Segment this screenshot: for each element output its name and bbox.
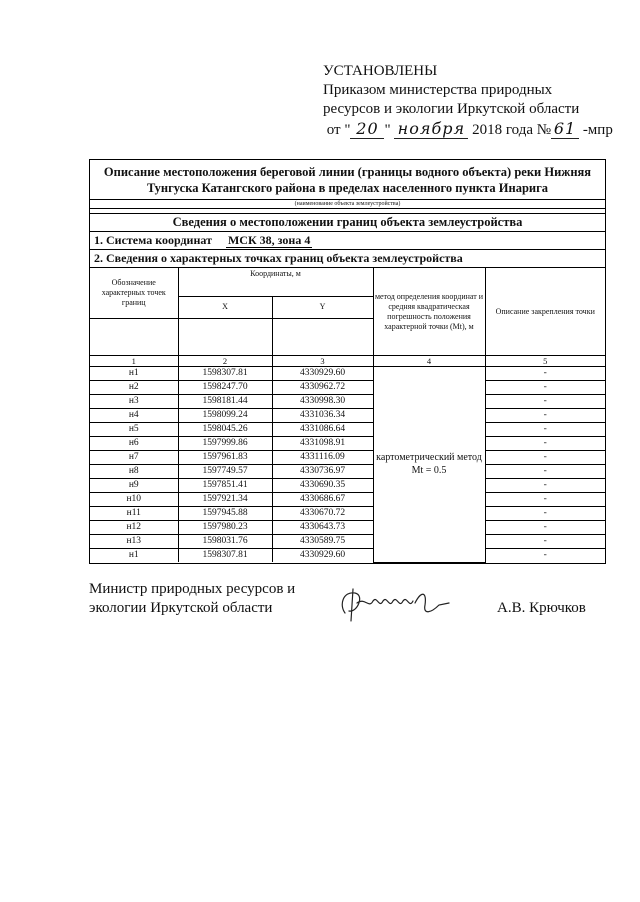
point-name: н11: [90, 507, 178, 521]
point-x: 1597851.41: [178, 479, 272, 493]
header-spacer-1: [90, 319, 178, 356]
approval-header: [323, 62, 613, 140]
point-y: 4331086.64: [272, 423, 373, 437]
document-title: Описание местоположения береговой линии (границы водного объекта) реки Нижняя Тунгуска Катангского района в пределах населенного пункта Инарига: [90, 160, 605, 200]
table-row: [90, 521, 605, 535]
point-fixing: -: [485, 465, 605, 479]
point-y: 4330643.73: [272, 521, 373, 535]
point-y: 4331098.91: [272, 437, 373, 451]
order-day: 20: [350, 119, 384, 139]
col-number: 1: [90, 356, 178, 367]
point-y: 4330670.72: [272, 507, 373, 521]
point-y: 4330929.60: [272, 367, 373, 381]
from-label: от ": [326, 122, 351, 138]
boundary-description-form: [89, 159, 606, 564]
order-month: ноября: [394, 119, 468, 139]
point-name: н13: [90, 535, 178, 549]
table-row: [90, 451, 605, 465]
point-x: 1598181.44: [178, 395, 272, 409]
point-fixing: -: [485, 549, 605, 563]
table-row: [90, 367, 605, 381]
point-fixing: -: [485, 381, 605, 395]
point-y: 4330589.75: [272, 535, 373, 549]
table-row: [90, 395, 605, 409]
point-name: н6: [90, 437, 178, 451]
points-heading: 2. Сведения о характерных точках границ объекта землеустройства: [90, 250, 605, 268]
order-number: 61: [551, 119, 579, 139]
point-y: 4330686.67: [272, 493, 373, 507]
point-x: 1598045.26: [178, 423, 272, 437]
header-spacer-2: [178, 319, 272, 356]
point-x: 1598307.81: [178, 549, 272, 563]
point-fixing: -: [485, 367, 605, 381]
point-name: н4: [90, 409, 178, 423]
table-row: [90, 381, 605, 395]
point-fixing: -: [485, 535, 605, 549]
point-fixing: -: [485, 507, 605, 521]
point-y: 4330929.60: [272, 549, 373, 563]
point-fixing: -: [485, 423, 605, 437]
header-x: X: [178, 296, 272, 318]
point-fixing: -: [485, 451, 605, 465]
point-name: н10: [90, 493, 178, 507]
point-fixing: -: [485, 479, 605, 493]
point-name: н5: [90, 423, 178, 437]
order-line: Приказом министерства природных: [323, 82, 553, 98]
col-number: 4: [373, 356, 485, 367]
quote-close: ": [384, 122, 391, 138]
handwritten-signature: [335, 583, 455, 623]
coord-system-value: МСК 38, зона 4: [227, 233, 311, 247]
point-name: н2: [90, 381, 178, 395]
header-y: Y: [272, 296, 373, 318]
point-fixing: -: [485, 493, 605, 507]
table-row: [90, 493, 605, 507]
point-name: н3: [90, 395, 178, 409]
point-fixing: -: [485, 521, 605, 535]
point-name: н1: [90, 367, 178, 381]
header-coords: Координаты, м: [178, 268, 373, 296]
point-y: 4330736.97: [272, 465, 373, 479]
ministry-line: ресурсов и экологии Иркутской области: [323, 101, 580, 117]
point-name: н9: [90, 479, 178, 493]
order-date-line: [323, 119, 613, 140]
col-number: 2: [178, 356, 272, 367]
point-x: 1597945.88: [178, 507, 272, 521]
table-row: [90, 437, 605, 451]
table-row: [90, 549, 605, 563]
order-suffix: -мпр: [582, 122, 613, 138]
point-x: 1597921.34: [178, 493, 272, 507]
point-name: н8: [90, 465, 178, 479]
table-row: [90, 507, 605, 521]
point-y: 4330962.72: [272, 381, 373, 395]
approved-label: УСТАНОВЛЕНЫ: [323, 63, 438, 79]
point-fixing: -: [485, 409, 605, 423]
title-caption: (наименование объекта землеустройства): [90, 200, 605, 209]
header-point: Обозначение характерных точек границ: [90, 268, 178, 319]
point-y: 4330690.35: [272, 479, 373, 493]
column-numbers-row: [90, 356, 605, 367]
year-label: 2018 года №: [472, 122, 552, 138]
table-row: [90, 465, 605, 479]
point-x: 1598099.24: [178, 409, 272, 423]
position-line-1: Министр природных ресурсов и: [89, 581, 296, 597]
point-fixing: -: [485, 395, 605, 409]
coord-system-row: [90, 232, 605, 250]
point-x: 1598031.76: [178, 535, 272, 549]
table-row: [90, 479, 605, 493]
point-y: 4330998.30: [272, 395, 373, 409]
signatory-name: А.В. Крючков: [497, 600, 586, 616]
table-row: [90, 535, 605, 549]
method-cell: картометрический метод Mt = 0.5: [373, 367, 485, 563]
position-line-2: экологии Иркутской области: [89, 600, 273, 616]
signatory-position: [89, 580, 295, 618]
point-y: 4331116.09: [272, 451, 373, 465]
col-number: 3: [272, 356, 373, 367]
point-name: н7: [90, 451, 178, 465]
point-name: н1: [90, 549, 178, 563]
point-fixing: -: [485, 437, 605, 451]
point-x: 1598247.70: [178, 381, 272, 395]
header-method: метод определения координат и средняя квадратическая погрешность положения характерной точки (Mt), м: [373, 268, 485, 356]
point-y: 4331036.34: [272, 409, 373, 423]
point-x: 1598307.81: [178, 367, 272, 381]
table-row: [90, 423, 605, 437]
header-spacer-3: [272, 319, 373, 356]
table-row: [90, 409, 605, 423]
points-table: [90, 268, 605, 563]
col-number: 5: [485, 356, 605, 367]
point-x: 1597961.83: [178, 451, 272, 465]
point-name: н12: [90, 521, 178, 535]
section-title: Сведения о местоположении границ объекта землеустройства: [90, 214, 605, 232]
point-x: 1597999.86: [178, 437, 272, 451]
coord-system-label: 1. Система координат: [94, 233, 212, 247]
point-x: 1597749.57: [178, 465, 272, 479]
header-fixing: Описание закрепления точки: [485, 268, 605, 356]
point-x: 1597980.23: [178, 521, 272, 535]
